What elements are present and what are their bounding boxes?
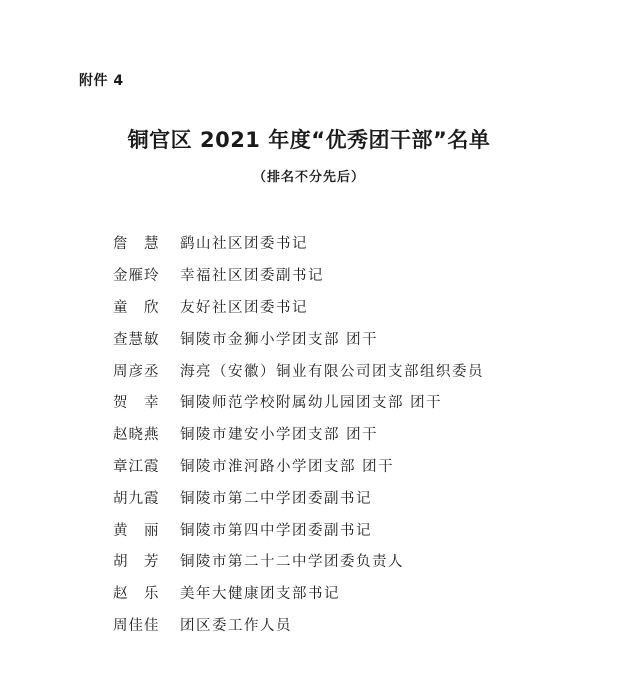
list-item — [113, 259, 573, 291]
honoree-list — [113, 227, 573, 640]
list-item — [113, 450, 573, 482]
honoree-name: 周佳佳 — [113, 617, 160, 634]
honoree-role: 铜陵市第二中学团委副书记 — [180, 490, 372, 507]
list-item — [113, 227, 573, 259]
honoree-role: 铜陵市第四中学团委副书记 — [180, 522, 372, 539]
list-item — [113, 481, 573, 513]
honoree-role: 铜陵师范学校附属幼儿园团支部 团干 — [180, 395, 443, 412]
honoree-role: 铜陵市建安小学团支部 团干 — [180, 427, 379, 444]
honoree-name: 赵晓燕 — [113, 427, 160, 444]
list-item — [113, 322, 573, 354]
honoree-name: 周彦丞 — [113, 363, 160, 380]
list-item — [113, 545, 573, 577]
document-title: 铜官区 2021 年度“优秀团干部”名单 — [127, 128, 491, 152]
list-item — [113, 418, 573, 450]
honoree-name: 胡 芳 — [113, 554, 160, 571]
list-item — [113, 609, 573, 641]
honoree-name: 查慧敏 — [113, 331, 160, 348]
honoree-name: 胡九霞 — [113, 490, 160, 507]
honoree-role: 美年大健康团支部书记 — [180, 586, 340, 603]
list-item — [113, 291, 573, 323]
honoree-name: 金雁玲 — [113, 268, 160, 285]
attachment-label: 附件 4 — [79, 73, 124, 89]
document-subtitle: （排名不分先后） — [252, 170, 365, 185]
honoree-name: 章江霞 — [113, 458, 160, 475]
honoree-name: 黄 丽 — [113, 522, 160, 539]
honoree-name: 贺 幸 — [113, 395, 160, 412]
honoree-role: 鹞山社区团委书记 — [180, 236, 308, 253]
honoree-role: 友好社区团委书记 — [180, 299, 308, 316]
honoree-role: 铜陵市第二十二中学团委负责人 — [180, 554, 404, 571]
honoree-name: 詹 慧 — [113, 236, 160, 253]
honoree-role: 铜陵市淮河路小学团支部 团干 — [180, 458, 395, 475]
honoree-name: 赵 乐 — [113, 586, 160, 603]
list-item — [113, 513, 573, 545]
list-item — [113, 354, 573, 386]
honoree-role: 幸福社区团委副书记 — [180, 268, 324, 285]
honoree-role: 海亮（安徽）铜业有限公司团支部组织委员 — [180, 363, 484, 380]
list-item — [113, 577, 573, 609]
honoree-name: 童 欣 — [113, 299, 160, 316]
honoree-role: 铜陵市金狮小学团支部 团干 — [180, 331, 379, 348]
honoree-role: 团区委工作人员 — [180, 617, 292, 634]
list-item — [113, 386, 573, 418]
